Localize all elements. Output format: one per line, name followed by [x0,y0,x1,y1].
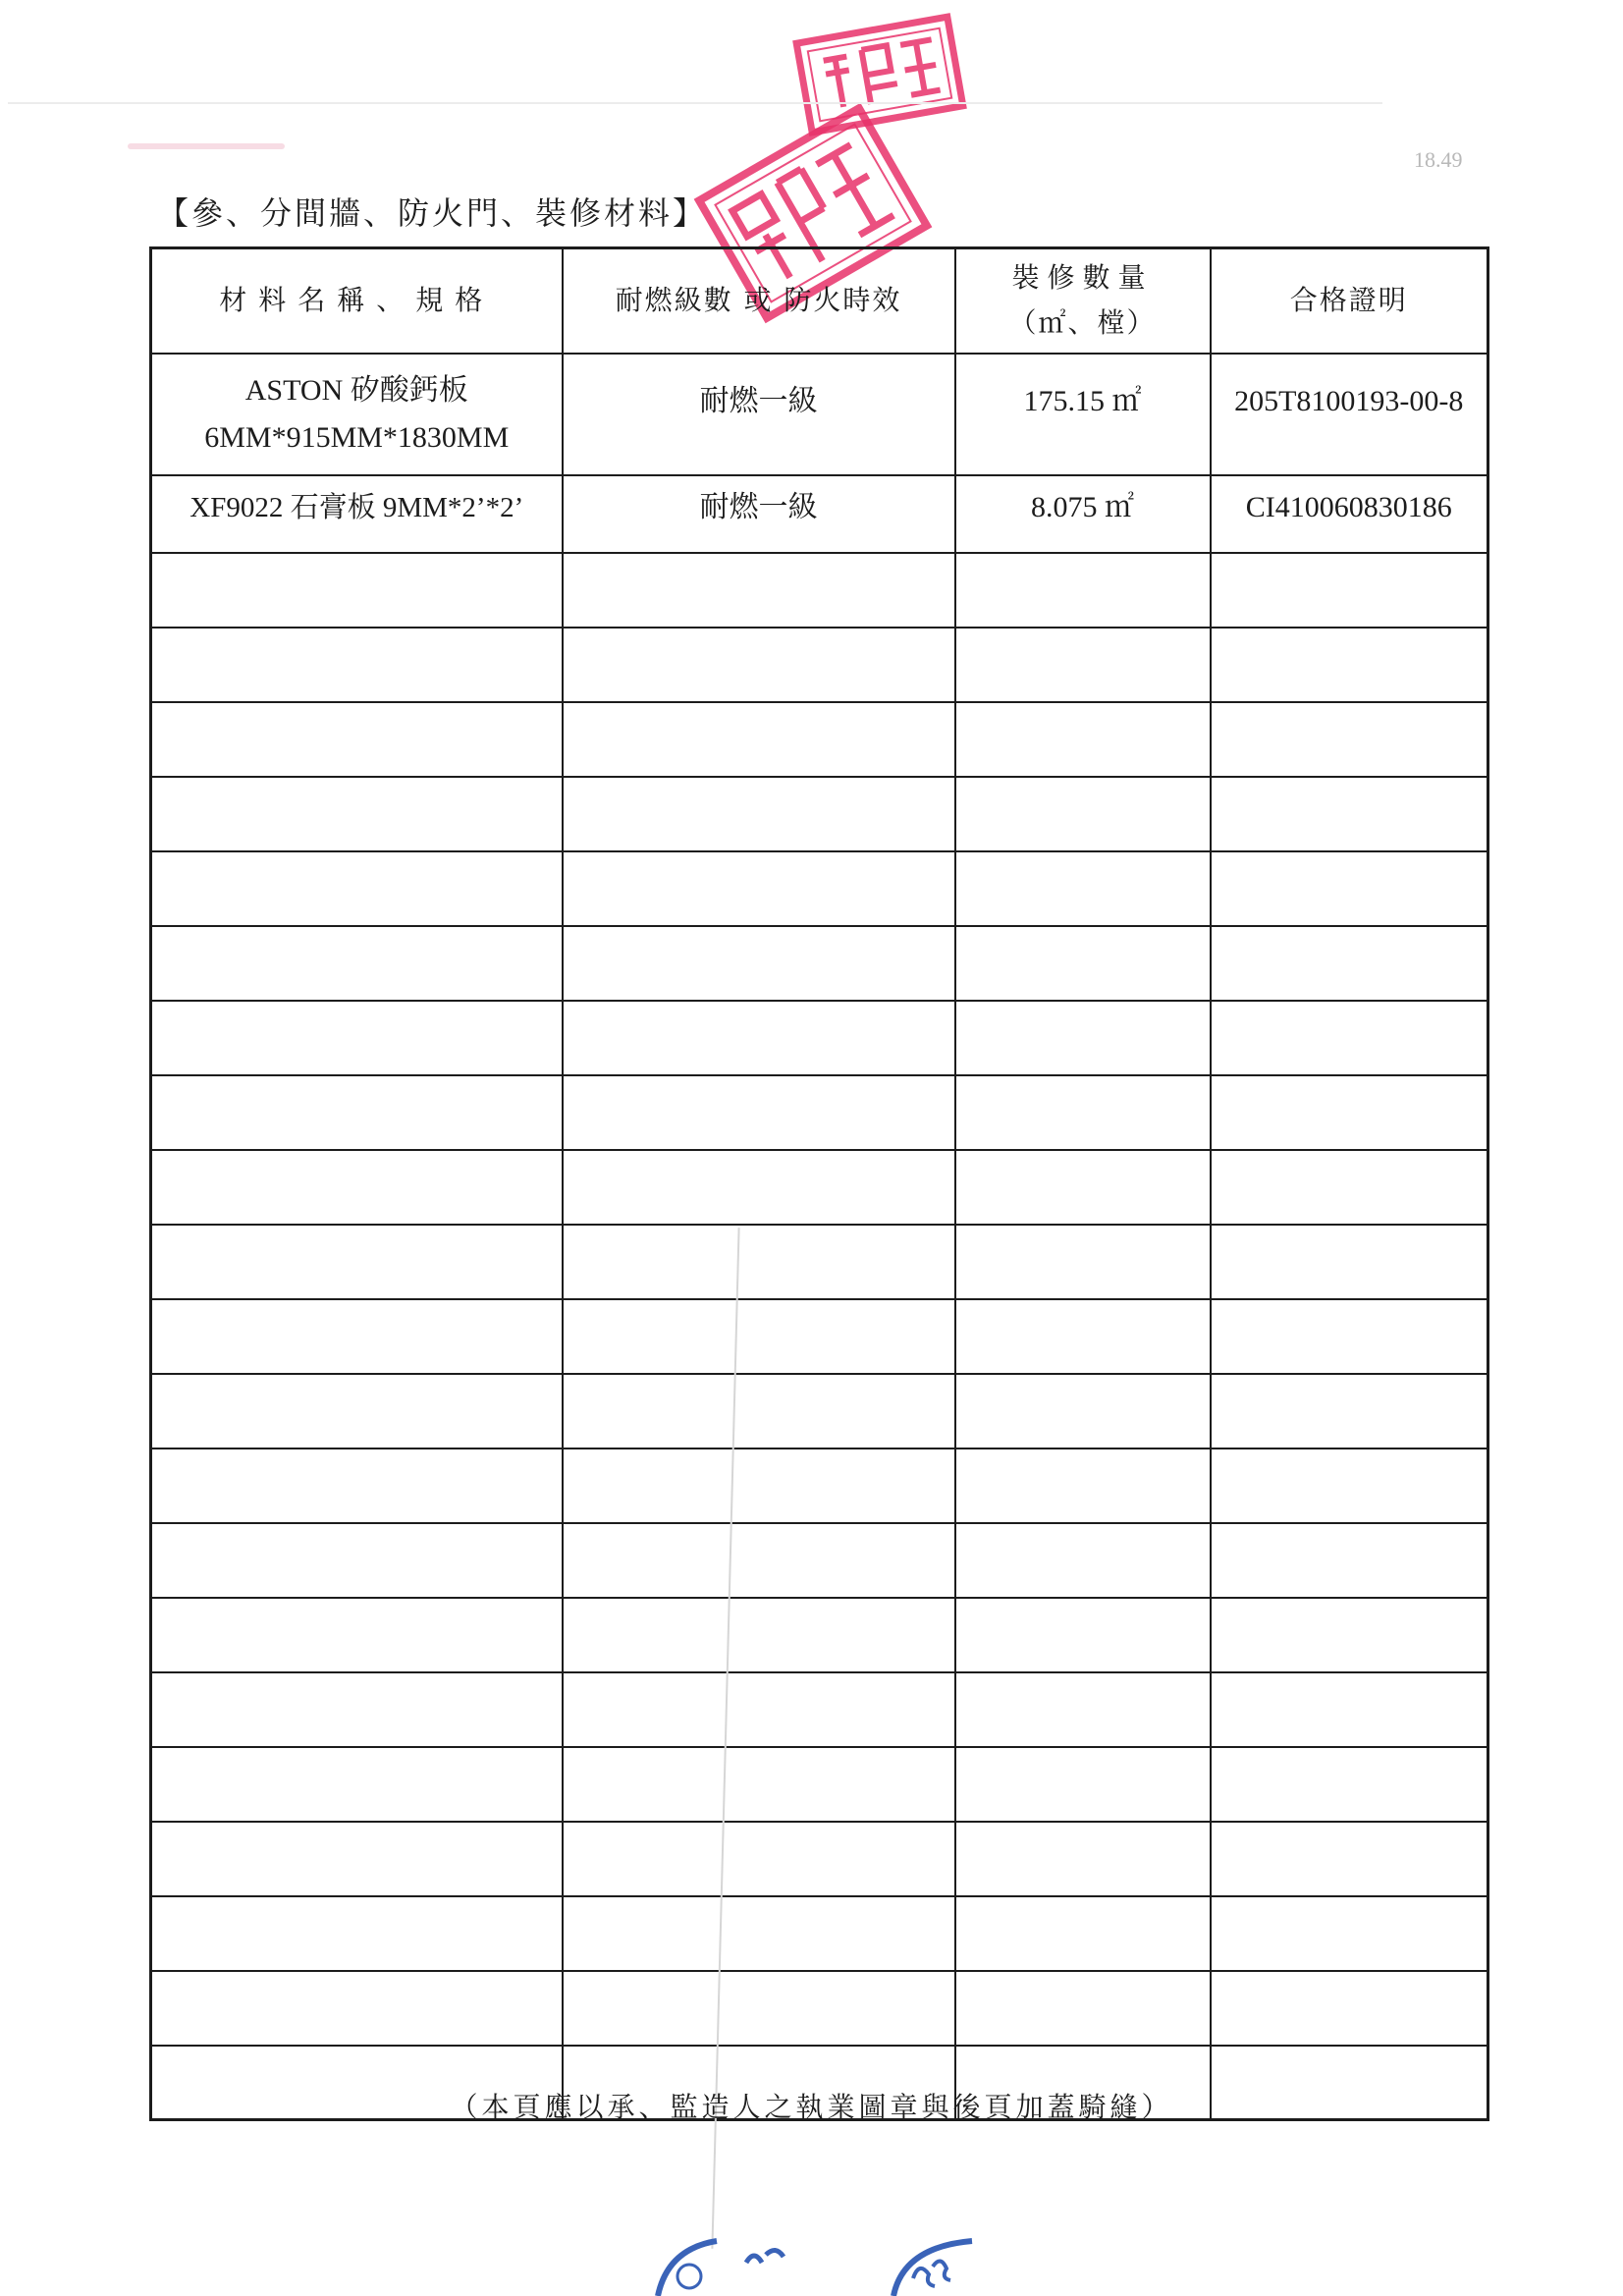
table-row [151,1449,1488,1523]
quantity-cell [955,1523,1211,1598]
material-cell [151,553,563,628]
certificate-cell [1211,1225,1488,1299]
material-cell [151,1747,563,1822]
blue-seal-icon [638,2219,992,2296]
materials-table [149,246,1489,2121]
quantity-cell [955,851,1211,926]
table-row [151,1150,1488,1225]
material-spec: 6MM*915MM*1830MM [204,420,510,454]
fire-rating-cell [563,628,955,702]
material-cell [151,475,563,553]
quantity-cell [955,1150,1211,1225]
quantity-cell [955,777,1211,851]
certificate-cell [1211,777,1488,851]
quantity-cell [955,1971,1211,2046]
header-certificate: 合格證明 [1211,248,1488,354]
table-row [151,1598,1488,1672]
quantity-cell [955,1299,1211,1374]
certificate-cell [1211,702,1488,777]
material-cell [151,702,563,777]
quantity-cell [955,1896,1211,1971]
header-quantity [955,248,1211,354]
material-cell [151,1449,563,1523]
fire-rating-cell [563,1374,955,1449]
table-row [151,475,1488,553]
quantity-cell [955,1001,1211,1075]
header-fire-rating: 耐燃級數 或 防火時效 [563,248,955,354]
fire-rating-cell [563,553,955,628]
table-header-row [151,248,1488,354]
table-row [151,1971,1488,2046]
fire-rating-cell [563,1449,955,1523]
scan-smudge [128,143,285,149]
fire-rating-cell: 耐燃一級 [563,354,955,475]
footer-note: （本頁應以承、監造人之執業圖章與後頁加蓋騎縫） [450,2091,1173,2123]
certificate-cell [1211,1075,1488,1150]
fire-rating-cell [563,1971,955,2046]
table-row [151,354,1488,475]
certificate-cell [1211,851,1488,926]
scan-streak [8,102,1382,104]
fire-rating-cell [563,1672,955,1747]
table-row [151,1299,1488,1374]
fire-rating-cell [563,1150,955,1225]
material-cell [151,628,563,702]
material-name: ASTON 矽酸鈣板 [244,373,468,407]
material-cell [151,1896,563,1971]
certificate-cell [1211,1449,1488,1523]
material-name: XF9022 石膏板 9MM*2’*2’ [189,491,524,523]
fire-rating-cell [563,1225,955,1299]
material-cell [151,1523,563,1598]
material-cell [151,1150,563,1225]
material-cell [151,851,563,926]
table-row [151,628,1488,702]
certificate-cell [1211,1598,1488,1672]
certificate-cell [1211,1523,1488,1598]
table-row [151,926,1488,1001]
fire-rating-cell [563,1001,955,1075]
material-cell [151,777,563,851]
fire-rating-cell [563,777,955,851]
quantity-cell [955,1598,1211,1672]
certificate-cell [1211,1971,1488,2046]
table-row [151,553,1488,628]
fire-rating-cell [563,1075,955,1150]
certificate-cell [1211,1374,1488,1449]
table-row [151,1896,1488,1971]
certificate-cell [1211,1822,1488,1896]
red-seal-icon [789,10,970,139]
table-row [151,851,1488,926]
table-row [151,1001,1488,1075]
table-row [151,1672,1488,1747]
certificate-cell [1211,628,1488,702]
quantity-cell [955,1449,1211,1523]
material-cell [151,1075,563,1150]
material-cell [151,1225,563,1299]
certificate-cell [1211,1747,1488,1822]
material-cell [151,926,563,1001]
quantity-cell [955,702,1211,777]
quantity-cell [955,1075,1211,1150]
material-cell [151,1971,563,2046]
fire-rating-cell [563,1299,955,1374]
header-quantity-label: 裝修數量 [1011,261,1154,295]
material-cell [151,1822,563,1896]
table-row [151,702,1488,777]
fire-rating-cell [563,851,955,926]
certificate-cell: CI410060830186 [1211,475,1488,553]
quantity-cell [955,926,1211,1001]
quantity-cell [955,1374,1211,1449]
material-cell [151,1672,563,1747]
header-quantity-unit: （㎡、樘） [1008,306,1157,340]
table-row [151,1822,1488,1896]
fire-rating-cell [563,1747,955,1822]
fire-rating-cell [563,1598,955,1672]
quantity-cell [955,1747,1211,1822]
quantity-cell [955,1672,1211,1747]
fire-rating-cell [563,1822,955,1896]
section-title: 【參、分間牆、防火門、裝修材料】 [157,194,708,232]
certificate-cell [1211,553,1488,628]
fire-rating-cell [563,1896,955,1971]
table-row [151,777,1488,851]
material-cell [151,1374,563,1449]
table-row [151,1225,1488,1299]
material-cell [151,1598,563,1672]
quantity-cell [955,553,1211,628]
quantity-cell [955,1822,1211,1896]
certificate-cell [1211,1672,1488,1747]
table-row [151,1075,1488,1150]
certificate-cell [1211,1299,1488,1374]
table-row [151,1374,1488,1449]
fire-rating-cell [563,702,955,777]
fire-rating-cell [563,1523,955,1598]
material-cell [151,1001,563,1075]
certificate-cell: 205T8100193-00-8 [1211,354,1488,475]
quantity-cell [955,628,1211,702]
quantity-cell: 175.15 ㎡ [955,354,1211,475]
certificate-cell [1211,1001,1488,1075]
fire-rating-cell: 耐燃一級 [563,475,955,553]
page-number: 18.49 [1414,147,1463,172]
table-row [151,1523,1488,1598]
certificate-cell [1211,1150,1488,1225]
material-cell [151,354,563,475]
header-material-spec: 材料名稱、規格 [151,248,563,354]
quantity-cell [955,1225,1211,1299]
table-row [151,1747,1488,1822]
fire-rating-cell [563,926,955,1001]
certificate-cell [1211,1896,1488,1971]
certificate-cell [1211,926,1488,1001]
quantity-cell: 8.075 ㎡ [955,475,1211,553]
material-cell [151,1299,563,1374]
